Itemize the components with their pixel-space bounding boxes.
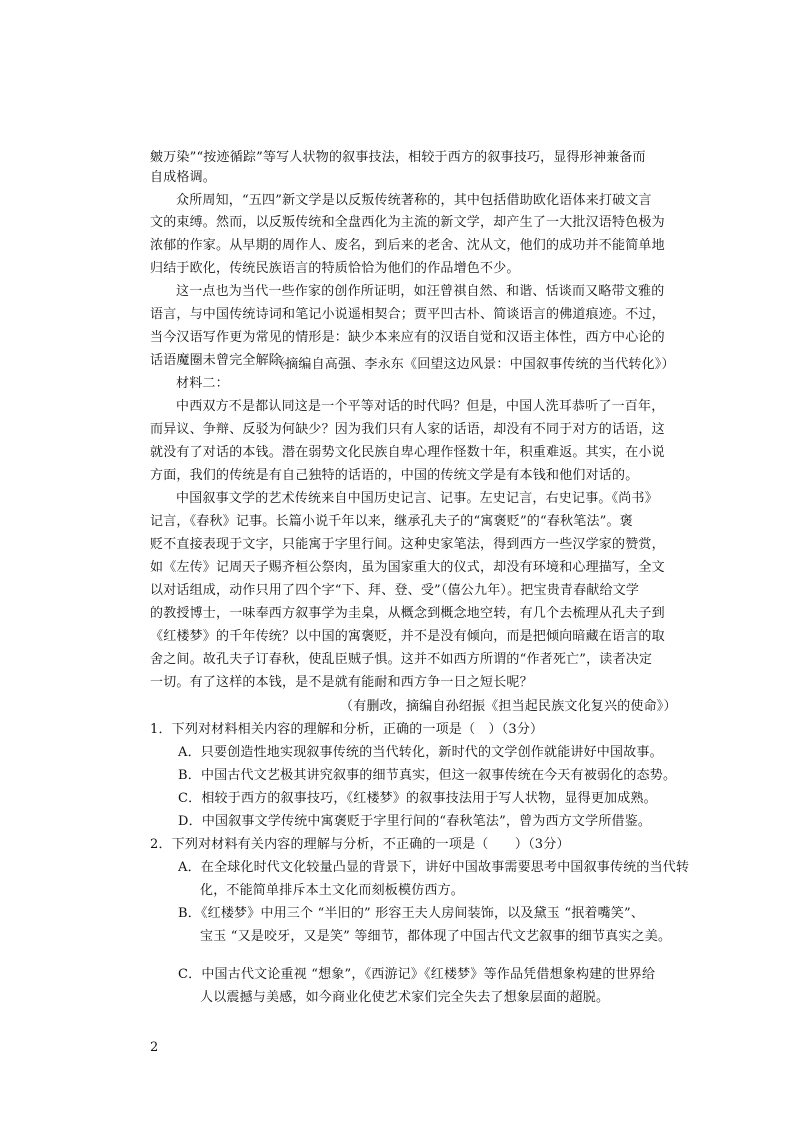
question-stem: 2．下列对材料有关内容的理解与分析，不正确的一项是（ ）（3分） bbox=[150, 837, 570, 852]
body-text-line: 一切。有了这样的本钱，是不是就有能耐和西方争一日之短长呢？ bbox=[150, 675, 533, 690]
answer-option-a: A．只要创造性地实现叙事传统的当代转化，新时代的文学创作就能讲好中国故事。 bbox=[178, 745, 663, 760]
body-text-line: 以对话组成，动作只用了四个字“下、拜、登、受”（僖公九年）。把宝贵青春献给文学 bbox=[150, 583, 640, 598]
section-heading: 材料二： bbox=[176, 376, 229, 391]
body-text-line: 语言，与中国传统诗词和笔记小说遥相契合；贾平凹古朴、简谈语言的佛道痕迹。不过， bbox=[150, 307, 665, 322]
body-text-line: 当今汉语写作更为常见的情形是：缺少本来应有的汉语自觉和汉语主体性，西方中心论的 bbox=[150, 330, 665, 345]
body-text-line: 皴万染”“按迹循踪”等写人状物的叙事技法，相较于西方的叙事技巧，显得形神兼备而 bbox=[150, 150, 646, 165]
body-text-line: 话语魔圈未曾完全解除。 bbox=[150, 353, 296, 368]
body-text-line: 自成格调。 bbox=[150, 170, 217, 185]
body-text-line: 而异议、争辩、反驳为何缺少？因为我们只有人家的话语，却没有不同于对方的话语，这 bbox=[150, 422, 665, 437]
body-text-line: 中国叙事文学的艺术传统来自中国历史记言、记事。左史记言，右史记事。《尚书》 bbox=[176, 491, 658, 506]
body-text-line: 就没有了对话的本钱。潜在弱势文化民族自卑心理作怪数十年，积重难返。其实，在小说 bbox=[150, 445, 665, 460]
body-text-line: 文的束缚。然而，以反叛传统和全盘西化为主流的新文学，却产生了一大批汉语特色极为 bbox=[150, 215, 665, 230]
body-text-line: 众所周知，“五四”新文学是以反叛传统著称的，其中包括借助欧化语体来打破文言 bbox=[176, 193, 652, 208]
answer-option-b: B．《红楼梦》中用三个 “半旧的” 形容王夫人房间装饰，以及黛玉 “抿着嘴笑”、 bbox=[178, 906, 645, 921]
source-citation: （摘编自高强、李永东《回望这边风景：中国叙事传统的当代转化》） bbox=[272, 357, 675, 372]
body-text-line: 方面，我们的传统是有自己独特的话语的，中国的传统文学是有本钱和他们对话的。 bbox=[150, 468, 639, 483]
body-text-line: 贬不直接表现于文字，只能寓于字里行间。这种史家笔法，得到西方一些汉学家的赞赏， bbox=[150, 537, 665, 552]
body-text-line: 浓郁的作家。从早期的周作人、废名，到后来的老舍、沈从文，他们的成功并不能简单地 bbox=[150, 238, 665, 253]
body-text-line: 归结于欧化，传统民族语言的特质恰恰为他们的作品增色不少。 bbox=[150, 261, 520, 276]
answer-option-c: C．中国古代文论重视 “想象”，《西游记》《红楼梦》等作品凭借想象构建的世界给 bbox=[178, 967, 656, 982]
answer-option-d: D．中国叙事文学传统中寓褒贬于字里行间的“春秋笔法”，曾为西方文学所借鉴。 bbox=[178, 814, 652, 829]
answer-option-b-cont: 宝玉 “又是咬牙，又是笑” 等细节，都体现了中国古代文艺叙事的细节真实之美。 bbox=[200, 929, 672, 944]
answer-option-a: A．在全球化时代文化较量凸显的背景下，讲好中国故事需要思考中国叙事传统的当代转 bbox=[178, 860, 690, 875]
body-text-line: 记言，《春秋》记事。长篇小说千年以来，继承孔夫子的“寓褒贬”的“春秋笔法”。褒 bbox=[150, 514, 633, 529]
body-text-line: 如《左传》记周天子赐齐桓公祭肉，虽为国家重大的仪式，却没有环境和心理描写，全文 bbox=[150, 560, 665, 575]
answer-option-c: C．相较于西方的叙事技巧，《红楼梦》的叙事技法用于写人状物，显得更加成熟。 bbox=[178, 791, 657, 806]
body-text-line: 舍之间。故孔夫子订春秋，使乱臣贼子惧。这并不如西方所谓的“作者死亡”，读者决定 bbox=[150, 652, 653, 667]
answer-option-b: B．中国古代文艺极其讲究叙事的细节真实，但这一叙事传统在今天有被弱化的态势。 bbox=[178, 768, 677, 783]
body-text-line: 《红楼梦》的千年传统？以中国的寓褒贬，并不是没有倾向，而是把倾向暗藏在语言的取 bbox=[150, 629, 665, 644]
answer-option-a-cont: 化，不能简单排斥本土文化而刻板模仿西方。 bbox=[200, 883, 465, 898]
answer-option-c-cont: 人以震撼与美感，如今商业化使艺术家们完全失去了想象层面的超脱。 bbox=[200, 990, 610, 1005]
source-citation: （有删改，摘编自孙绍振《担当起民族文化复兴的使命》） bbox=[340, 699, 677, 714]
body-text-line: 这一点也为当代一些作家的创作所证明，如汪曾祺自然、和谐、恬谈而又略带文雅的 bbox=[176, 284, 665, 299]
body-text-line: 中西双方不是都认同这是一个平等对话的时代吗？但是，中国人洗耳恭听了一百年， bbox=[176, 399, 665, 414]
page-number: 2 bbox=[150, 1040, 159, 1055]
question-stem: 1．下列对材料相关内容的理解和分析，正确的一项是（ ）（3分） bbox=[150, 722, 544, 737]
body-text-line: 的教授博士，一味奉西方叙事学为圭臬，从概念到概念地空转，有几个去梳理从孔夫子到 bbox=[150, 606, 665, 621]
